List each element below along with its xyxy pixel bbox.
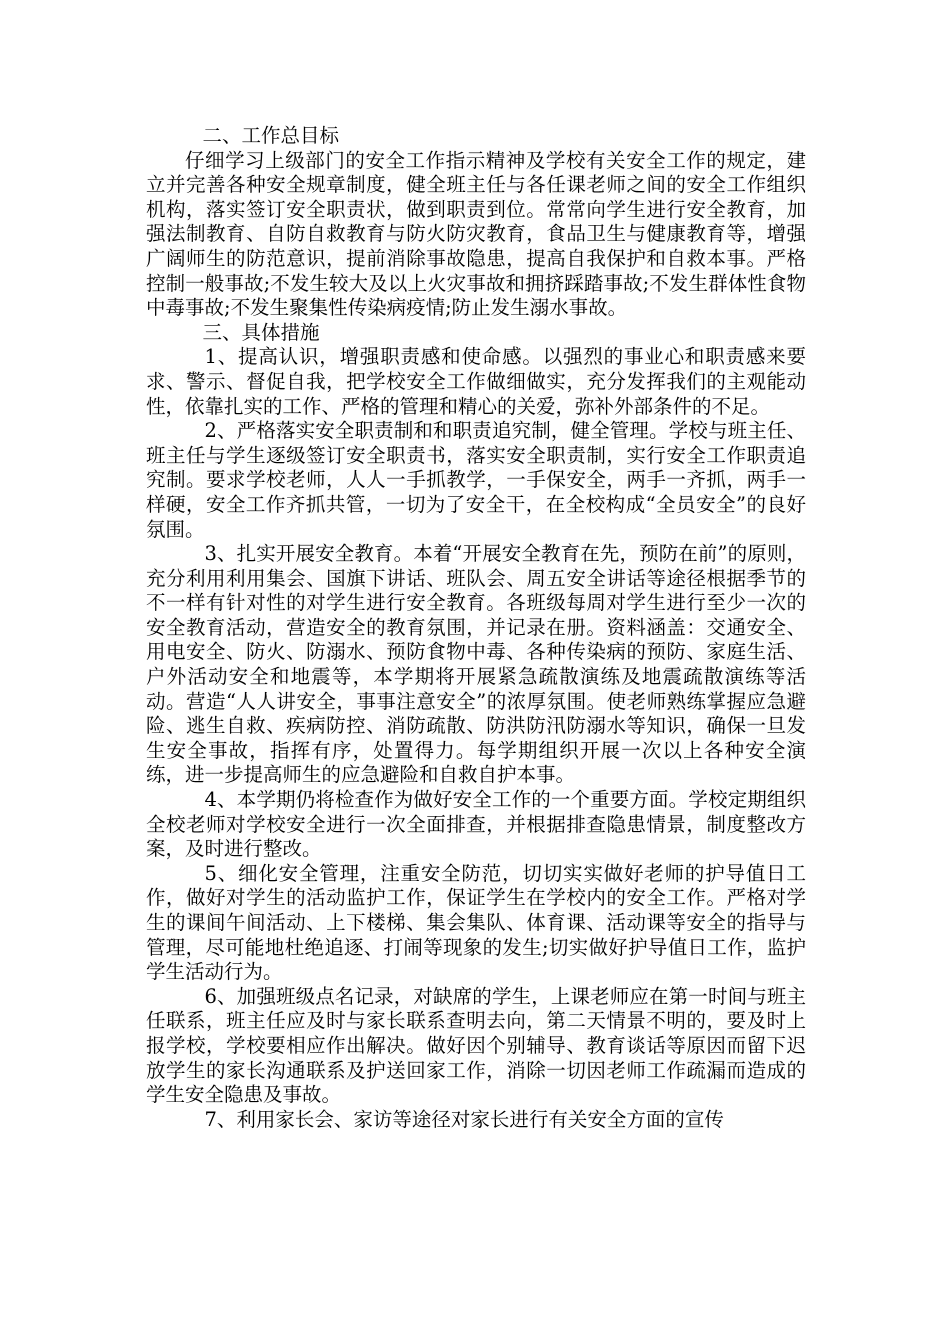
document-page	[146, 124, 806, 1132]
measure-item-5: 5、细化安全管理，注重安全防范，切切实实做好老师的护导值日工作，做好对学生的活动监护工作，保证学生在学校内的安全工作。严格对学生的课间午间活动、上下楼梯、集会集队、体育课、活动课等安全的指导与管理，尽可能地杜绝追逐、打闹等现象的发生;切实做好护导值日工作，监护学生活动行为。	[146, 861, 806, 984]
section-heading-goals: 二、工作总目标	[202, 124, 340, 147]
measure-item-6: 6、加强班级点名记录，对缺席的学生，上课老师应在第一时间与班主任联系，班主任应及时与家长联系查明去向，第二天情景不明的，要及时上报学校，学校要相应作出解决。做好因个别辅导、教育谈话等原因而留下迟放学生的家长沟通联系及护送回家工作，消除一切因老师工作疏漏而造成的学生安全隐患及事故。	[146, 984, 806, 1107]
measure-item-1: 1、提高认识，增强职责感和使命感。以强烈的事业心和职责感来要求、警示、督促自我，把学校安全工作做细做实，充分发挥我们的主观能动性，依靠扎实的工作、严格的管理和精心的关爱，弥补外部条件的不足。	[146, 345, 806, 418]
measure-item-7: 7、利用家长会、家访等途径对家长进行有关安全方面的宣传	[204, 1107, 724, 1131]
measure-item-4: 4、本学期仍将检查作为做好安全工作的一个重要方面。学校定期组织全校老师对学校安全进行一次全面排查，并根据排查隐患情景，制度整改方案，及时进行整改。	[146, 788, 806, 861]
paragraph-goals: 仔细学习上级部门的安全工作指示精神及学校有关安全工作的规定，建立并完善各种安全规章制度，健全班主任与各任课老师之间的安全工作组织机构，落实签订安全职责状，做到职责到位。常常向学生进行安全教育，加强法制教育、自防自救教育与防火防灾教育，食品卫生与健康教育等，增强广阔师生的防范意识，提前消除事故隐患，提高自我保护和自救本事。严格控制一般事故;不发生较大及以上火灾事故和拥挤踩踏事故;不发生群体性食物中毒事故;不发生聚集性传染病疫情;防止发生溺水事故。	[146, 148, 806, 320]
measure-item-3: 3、扎实开展安全教育。本着“开展安全教育在先，预防在前”的原则，充分利用利用集会、国旗下讲话、班队会、周五安全讲话等途径根据季节的不一样有针对性的对学生进行安全教育。各班级每周对学生进行至少一次的安全教育活动，营造安全的教育氛围，并记录在册。资料涵盖：交通安全、用电安全、防火、防溺水、预防食物中毒、各种传染病的预防、家庭生活、户外活动安全和地震等，本学期将开展紧急疏散演练及地震疏散演练等活动。营造“人人讲安全，事事注意安全”的浓厚氛围。使老师熟练掌握应急避险、逃生自救、疾病防控、消防疏散、防洪防汛防溺水等知识，确保一旦发生安全事故，指挥有序，处置得力。每学期组织开展一次以上各种安全演练，进一步提高师生的应急避险和自救自护本事。	[146, 542, 806, 787]
section-heading-measures: 三、具体措施	[202, 320, 320, 344]
measure-item-2: 2、严格落实安全职责制和和职责追究制，健全管理。学校与班主任、班主任与学生逐级签订安全职责书，落实安全职责制，实行安全工作职责追究制。要求学校老师，人人一手抓教学，一手保安全，两手一齐抓，两手一样硬，安全工作齐抓共管，一切为了安全干，在全校构成“全员安全”的良好氛围。	[146, 419, 806, 541]
